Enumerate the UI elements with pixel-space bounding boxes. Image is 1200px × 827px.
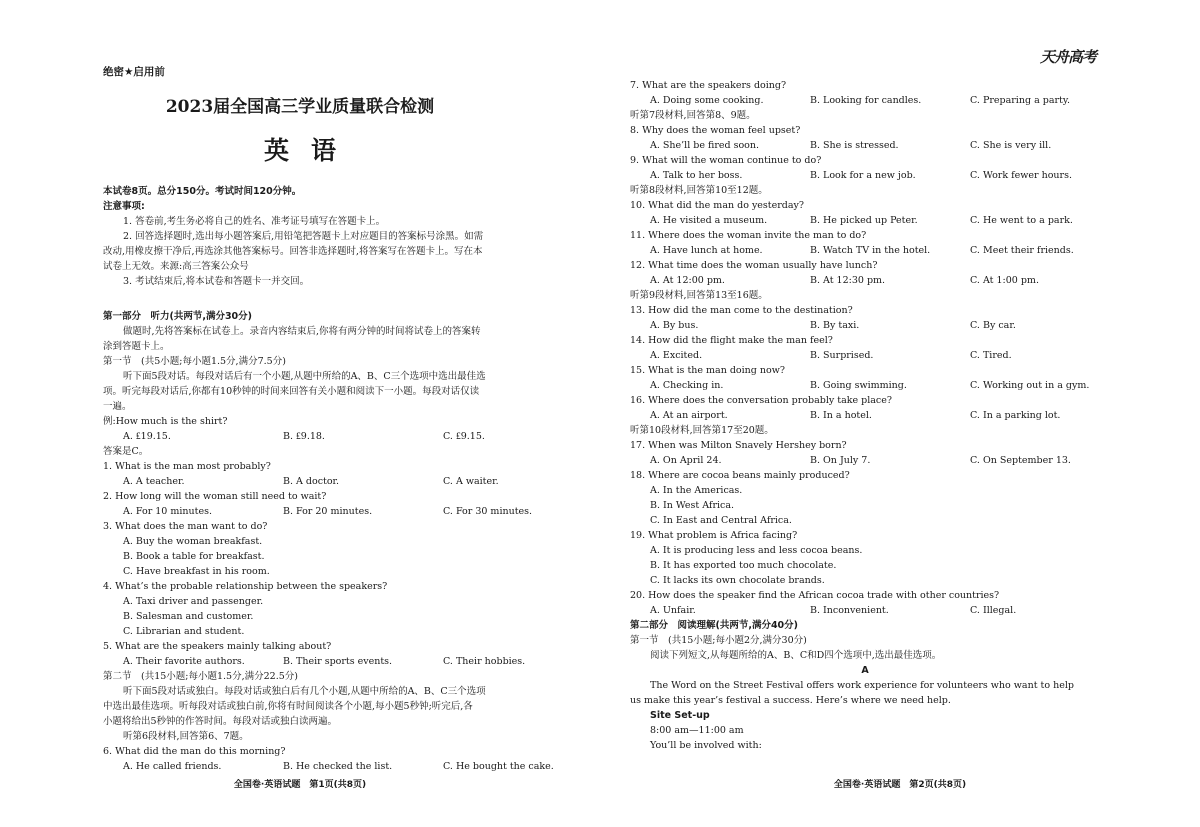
material-9: 听第9段材料,回答第13至16题。 [630,290,768,301]
option-b: B. Watch TV in the hotel. [810,245,931,256]
left-body [103,184,571,774]
question-3: 3. What does the man want to do? [103,521,268,532]
option-b: B. In West Africa. [650,500,735,511]
options-12 [630,273,1100,288]
options-1 [103,474,571,489]
option-c: C. In a parking lot. [970,410,1061,421]
option-a: A. Talk to her boss. [650,170,743,181]
option-c: C. Their hobbies. [443,656,526,667]
confidential-label: 绝密★启用前 [103,66,165,78]
options-11 [630,243,1100,258]
example-options [103,429,571,444]
options-8 [630,138,1100,153]
sec1-instr-c: 一遍。 [103,401,132,412]
option-b: B. Look for a new job. [810,170,916,181]
options-13 [630,318,1100,333]
question-12: 12. What time does the woman usually have lunch? [630,260,878,271]
option-c: C. She is very ill. [970,140,1052,151]
option-a: A. At an airport. [650,410,728,421]
option-a: A. Excited. [650,350,703,361]
option-c: C. ₤9.15. [443,431,485,442]
sec1-instr-b: 项。听完每段对话后,你都有10秒钟的时间来回答有关小题和阅读下一小题。每段对话仅读 [103,386,480,397]
right-body [630,78,1100,753]
option-c: C. On September 13. [970,455,1071,466]
question-19: 19. What problem is Africa facing? [630,530,798,541]
option-c: C. Tired. [970,350,1012,361]
option-a: A. On April 24. [650,455,722,466]
page-footer-left: 全国卷·英语试题 第1页(共8页) [233,780,367,790]
option-b: B. He picked up Peter. [810,215,918,226]
option-a: A. Buy the woman breakfast. [123,536,263,547]
example-answer: 答案是C。 [103,446,149,457]
option-a: A. In the Americas. [650,485,743,496]
option-a: A. It is producing less and less cocoa beans. [650,545,863,556]
option-a: A. Checking in. [650,380,724,391]
option-c: C. Librarian and student. [123,626,245,637]
option-a: A. He visited a museum. [650,215,768,226]
options-16 [630,408,1100,423]
site-setup-heading: Site Set-up [650,710,710,721]
notice-heading: 注意事项: [103,201,145,212]
option-b: B. Looking for candles. [810,95,922,106]
part1-instr-b: 涂到答题卡上。 [103,341,170,352]
option-c: C. Illegal. [970,605,1017,616]
question-11: 11. Where does the woman invite the man to do? [630,230,867,241]
options-15 [630,378,1100,393]
option-c: C. For 30 minutes. [443,506,533,517]
question-13: 13. How did the man come to the destination? [630,305,853,316]
options-6 [103,759,571,774]
option-c: C. Have breakfast in his room. [123,566,270,577]
question-7: 7. What are the speakers doing? [630,80,787,91]
option-b: B. Inconvenient. [810,605,889,616]
question-5: 5. What are the speakers mainly talking about? [103,641,332,652]
option-b: B. Book a table for breakfast. [123,551,265,562]
notice-1: 1. 答卷前,考生务必将自己的姓名、准考证号填写在答题卡上。 [123,216,386,227]
option-a: A. Doing some cooking. [650,95,764,106]
sec1-instr-a: 听下面5段对话。每段对话后有一个小题,从题中所给的A、B、C三个选项中选出最佳选 [123,371,486,382]
page-footer-right: 全国卷·英语试题 第2页(共8页) [833,780,967,790]
option-c: C. At 1:00 pm. [970,275,1039,286]
options-2 [103,504,571,519]
site-setup-time: 8:00 am—11:00 am [650,725,744,736]
option-b: B. Surprised. [810,350,874,361]
options-9 [630,168,1100,183]
option-b: B. By taxi. [810,320,860,331]
sec2-heading: 第二节 (共15小题;每小题1.5分,满分22.5分) [103,671,298,682]
material-8: 听第8段材料,回答第10至12题。 [630,185,768,196]
option-c: C. Working out in a gym. [970,380,1090,391]
option-c: C. He bought the cake. [443,761,554,772]
question-2: 2. How long will the woman still need to wait? [103,491,327,502]
option-c: C. In East and Central Africa. [650,515,792,526]
passage-label: A [861,665,869,676]
option-a: A. Their favorite authors. [123,656,245,667]
notice-2b: 改动,用橡皮擦干净后,再选涂其他答案标号。回答非选择题时,将答案写在答题卡上。写在本 [103,246,483,257]
option-a: A. Have lunch at home. [650,245,763,256]
option-a: A. A teacher. [123,476,185,487]
option-a: A. Taxi driver and passenger. [123,596,264,607]
part1-heading: 第一部分 听力(共两节,满分30分) [103,311,253,322]
sec2-instr-a: 听下面5段对话或独白。每段对话或独白后有几个小题,从题中所给的A、B、C三个选项 [123,686,486,697]
options-17 [630,453,1100,468]
question-17: 17. When was Milton Snavely Hershey born? [630,440,847,451]
part1-instr-a: 做题时,先将答案标在试卷上。录音内容结束后,你将有两分钟的时间将试卷上的答案转 [123,326,481,337]
question-9: 9. What will the woman continue to do? [630,155,822,166]
option-c: C. Preparing a party. [970,95,1070,106]
brand-logo: 天舟高考 [1039,48,1096,66]
option-c: C. It lacks its own chocolate brands. [650,575,825,586]
option-c: C. A waiter. [443,476,499,487]
options-14 [630,348,1100,363]
sec1-heading: 第一节 (共5小题;每小题1.5分,满分7.5分) [103,356,286,367]
option-c: C. Work fewer hours. [970,170,1072,181]
material-7: 听第7段材料,回答第8、9题。 [630,110,756,121]
option-a: A. He called friends. [123,761,222,772]
passage-line-1: The Word on the Street Festival offers work experience for volunteers who want to help [650,680,1074,691]
options-10 [630,213,1100,228]
option-a: A. She’ll be fired soon. [650,140,760,151]
option-c: C. Meet their friends. [970,245,1074,256]
question-10: 10. What did the man do yesterday? [630,200,804,211]
question-14: 14. How did the flight make the man feel? [630,335,833,346]
notice-2a: 2. 回答选择题时,选出每小题答案后,用铅笔把答题卡上对应题目的答案标号涂黑。如需 [123,231,484,242]
option-b: B. A doctor. [283,476,340,487]
option-b: B. He checked the list. [283,761,393,772]
option-a: A. Unfair. [650,605,696,616]
option-b: B. Salesman and customer. [123,611,254,622]
right-page [600,0,1200,827]
question-6: 6. What did the man do this morning? [103,746,286,757]
options-20 [630,603,1100,618]
options-7 [630,93,1100,108]
notice-2c: 试卷上无效。来源:高三答案公众号 [103,261,249,272]
option-b: B. ₤9.18. [283,431,325,442]
option-a: A. At 12:00 pm. [650,275,725,286]
question-16: 16. Where does the conversation probably take place? [630,395,892,406]
question-15: 15. What is the man doing now? [630,365,785,376]
exam-meta: 本试卷8页。总分150分。考试时间120分钟。 [103,186,302,197]
option-c: C. He went to a park. [970,215,1073,226]
part2-heading: 第二部分 阅读理解(共两节,满分40分) [630,620,799,631]
part2-sec1-heading: 第一节 (共15小题;每小题2分,满分30分) [630,635,807,646]
example-question: 例:How much is the shirt? [103,416,228,427]
site-setup-involve: You’ll be involved with: [650,740,762,751]
option-b: B. At 12:30 pm. [810,275,886,286]
sec2-instr-c: 小题将给出5秒钟的作答时间。每段对话或独白读两遍。 [103,716,338,727]
option-b: B. On July 7. [810,455,871,466]
exam-title: 2023届全国高三学业质量联合检测 [165,97,435,117]
material-6: 听第6段材料,回答第6、7题。 [123,731,249,742]
passage-line-2: us make this year’s festival a success. Here’s where we need help. [630,695,951,706]
subject-title: 英语 [263,136,358,165]
question-4: 4. What’s the probable relationship between the speakers? [103,581,388,592]
question-20: 20. How does the speaker find the African cocoa trade with other countries? [630,590,1000,601]
option-b: B. She is stressed. [810,140,899,151]
option-c: C. By car. [970,320,1016,331]
part2-sec1-instr: 阅读下列短文,从每题所给的A、B、C和D四个选项中,选出最佳选项。 [650,650,942,661]
sec2-instr-b: 中选出最佳选项。听每段对话或独白前,你将有时间阅读各个小题,每小题5秒钟;听完后,各 [103,701,473,712]
option-b: B. In a hotel. [810,410,872,421]
notice-3: 3. 考试结束后,将本试卷和答题卡一并交回。 [123,276,310,287]
question-18: 18. Where are cocoa beans mainly produced? [630,470,850,481]
option-a: A. By bus. [650,320,699,331]
question-8: 8. Why does the woman feel upset? [630,125,801,136]
options-5 [103,654,571,669]
option-a: A. ₤19.15. [123,431,171,442]
option-b: B. It has exported too much chocolate. [650,560,837,571]
option-a: A. For 10 minutes. [123,506,212,517]
option-b: B. For 20 minutes. [283,506,373,517]
material-10: 听第10段材料,回答第17至20题。 [630,425,774,436]
option-b: B. Their sports events. [283,656,393,667]
option-b: B. Going swimming. [810,380,907,391]
question-1: 1. What is the man most probably? [103,461,271,472]
